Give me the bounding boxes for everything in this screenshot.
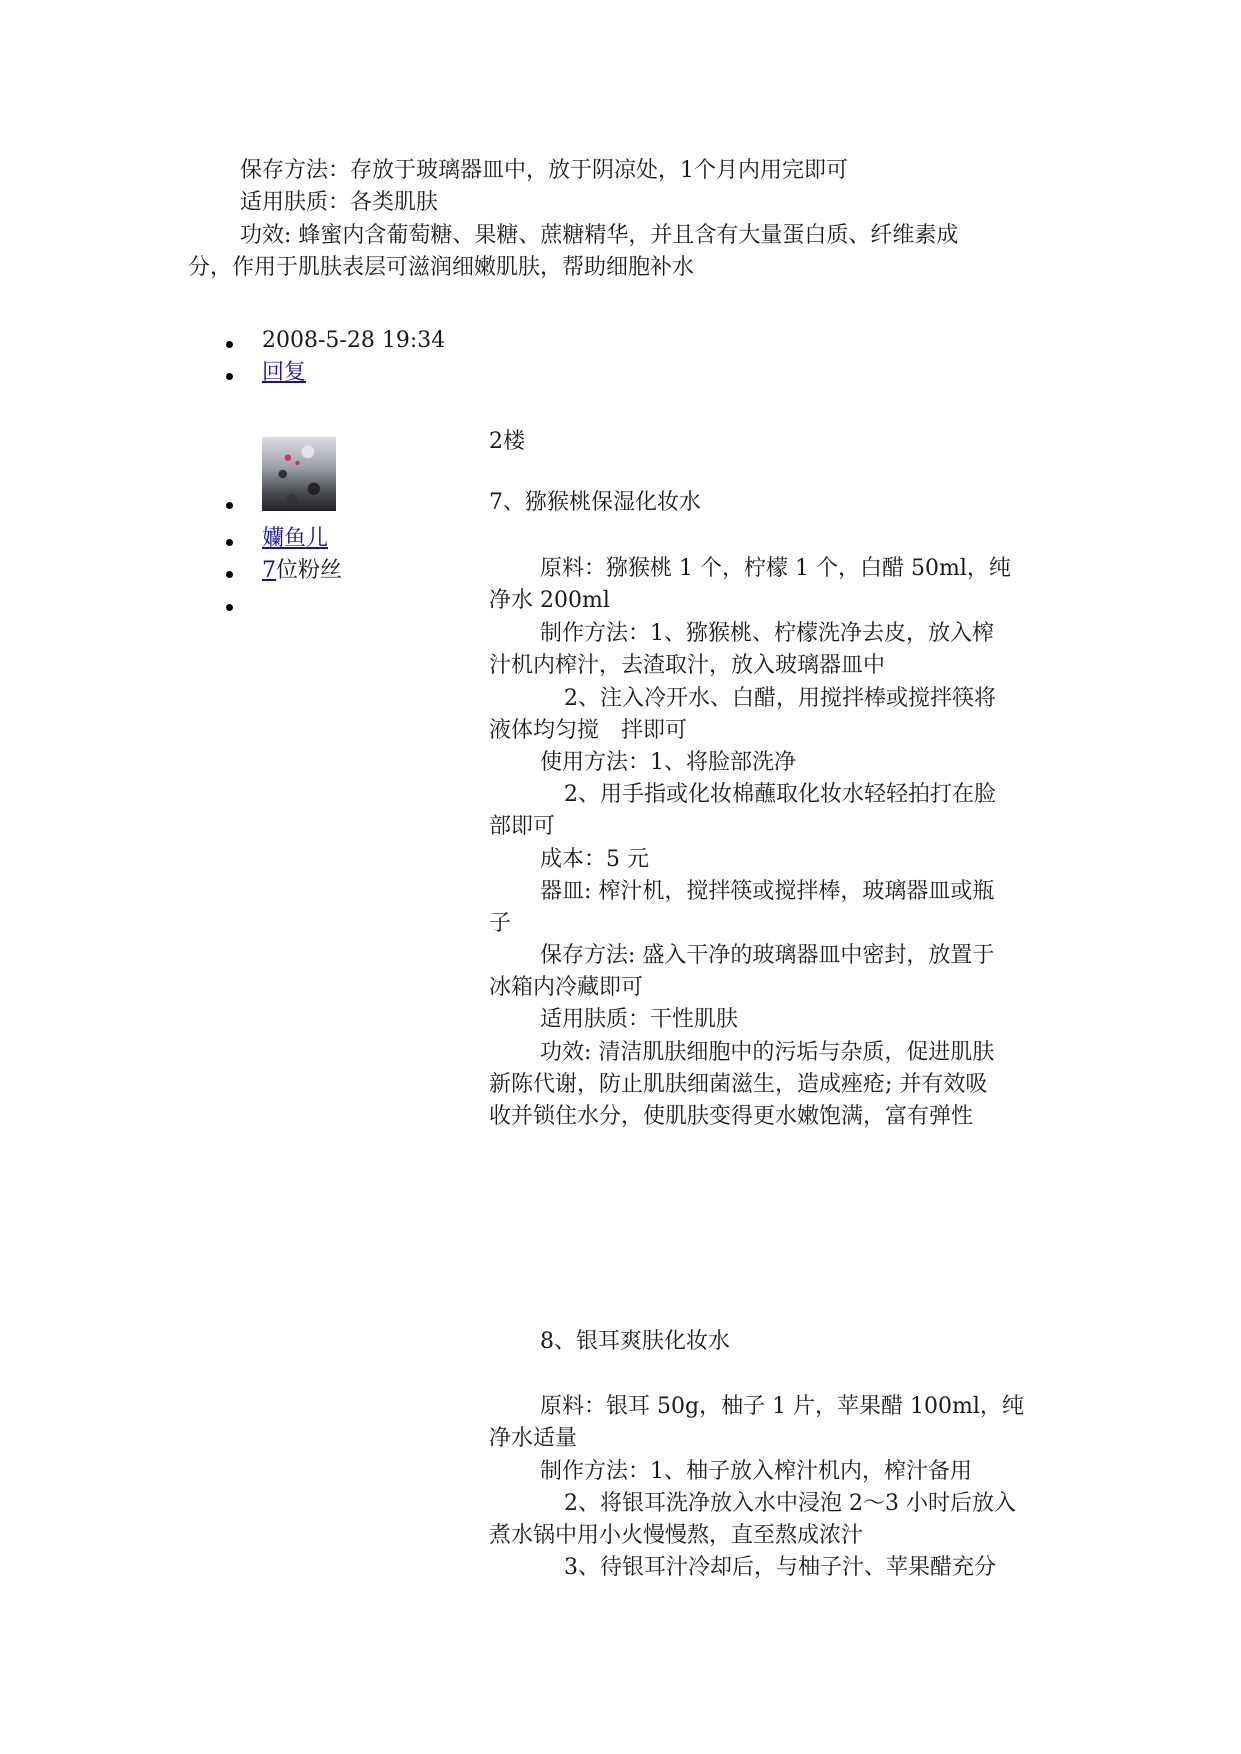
recipe7-line: 功效: 清洁肌肤细胞中的污垢与杂质，促进肌肤 bbox=[540, 1040, 995, 1065]
recipe7-line: 制作方法：1、猕猴桃、柠檬洗净去皮，放入榨 bbox=[540, 621, 994, 646]
storage-method-text: 保存方法：存放于玻璃器皿中，放于阴凉处，1个月内用完即可 bbox=[240, 158, 848, 183]
list-bullet bbox=[226, 373, 233, 380]
list-bullet bbox=[226, 502, 233, 509]
username-item bbox=[262, 523, 328, 555]
recipe7-line: 使用方法：1、将脸部洗净 bbox=[540, 750, 796, 775]
recipe8-line: 净水适量 bbox=[489, 1426, 578, 1451]
list-bullet bbox=[226, 539, 233, 546]
recipe8-line: 3、待银耳汁冷却后，与柚子汁、苹果醋充分 bbox=[564, 1555, 996, 1580]
fans-item bbox=[262, 555, 342, 587]
recipe7-title: 7、猕猴桃保湿化妆水 bbox=[489, 490, 701, 515]
username-link[interactable]: 孏鱼儿 bbox=[262, 526, 329, 551]
recipe7-line: 收并锁住水分，使肌肤变得更水嫩饱满，富有弹性 bbox=[489, 1104, 974, 1129]
recipe8-line: 制作方法：1、柚子放入榨汁机内，榨汁备用 bbox=[540, 1459, 972, 1484]
effect-text-line2: 分，作用于肌肤表层可滋润细嫩肌肤，帮助细胞补水 bbox=[188, 255, 695, 280]
recipe7-line: 器皿: 榨汁机，搅拌筷或搅拌棒，玻璃器皿或瓶 bbox=[540, 879, 995, 904]
recipe7-line: 原料：猕猴桃 1 个，柠檬 1 个，白醋 50ml，纯 bbox=[540, 556, 1011, 581]
list-bullet bbox=[226, 571, 233, 578]
recipe8-title: 8、银耳爽肤化妆水 bbox=[540, 1329, 730, 1354]
recipe8-line: 原料：银耳 50g，柚子 1 片，苹果醋 100ml，纯 bbox=[540, 1394, 1024, 1419]
recipe7-line: 汁机内榨汁，去渣取汁，放入玻璃器皿中 bbox=[489, 653, 886, 678]
floor-label: 2楼 bbox=[489, 429, 525, 454]
fans-count-link[interactable]: 7 bbox=[262, 558, 276, 583]
recipe7-line: 适用肤质：干性肌肤 bbox=[540, 1007, 739, 1032]
recipe8-line: 2、将银耳洗净放入水中浸泡 2～3 小时后放入 bbox=[564, 1491, 1016, 1516]
recipe7-line: 2、注入冷开水、白醋，用搅拌棒或搅拌筷将 bbox=[564, 686, 996, 711]
recipe7-line: 部即可 bbox=[489, 814, 556, 839]
recipe7-line: 子 bbox=[489, 911, 512, 936]
post-timestamp: 2008-5-28 19:34 bbox=[262, 328, 446, 353]
reply-link[interactable]: 回复 bbox=[262, 360, 307, 385]
recipe7-line: 新陈代谢，防止肌肤细菌滋生，造成痤疮; 并有效吸 bbox=[489, 1072, 988, 1097]
recipe7-line: 成本：5 元 bbox=[540, 847, 649, 872]
user-avatar[interactable] bbox=[262, 437, 336, 511]
list-bullet bbox=[226, 604, 233, 611]
skin-type-text: 适用肤质：各类肌肤 bbox=[240, 190, 439, 215]
recipe7-line: 2、用手指或化妆棉蘸取化妆水轻轻拍打在脸 bbox=[564, 782, 996, 807]
fans-label: 位粉丝 bbox=[276, 558, 343, 583]
recipe7-line: 液体均匀搅 拌即可 bbox=[489, 718, 688, 743]
recipe7-line: 冰箱内冷藏即可 bbox=[489, 975, 644, 1000]
reply-item bbox=[262, 357, 306, 389]
recipe7-line: 保存方法: 盛入干净的玻璃器皿中密封，放置于 bbox=[540, 943, 995, 968]
recipe8-line: 煮水锅中用小火慢慢熬，直至熬成浓汁 bbox=[489, 1523, 864, 1548]
recipe7-line: 净水 200ml bbox=[489, 588, 610, 613]
effect-text-line1: 功效: 蜂蜜内含葡萄糖、果糖、蔗糖精华，并且含有大量蛋白质、纤维素成 bbox=[240, 223, 959, 248]
list-bullet bbox=[226, 341, 233, 348]
